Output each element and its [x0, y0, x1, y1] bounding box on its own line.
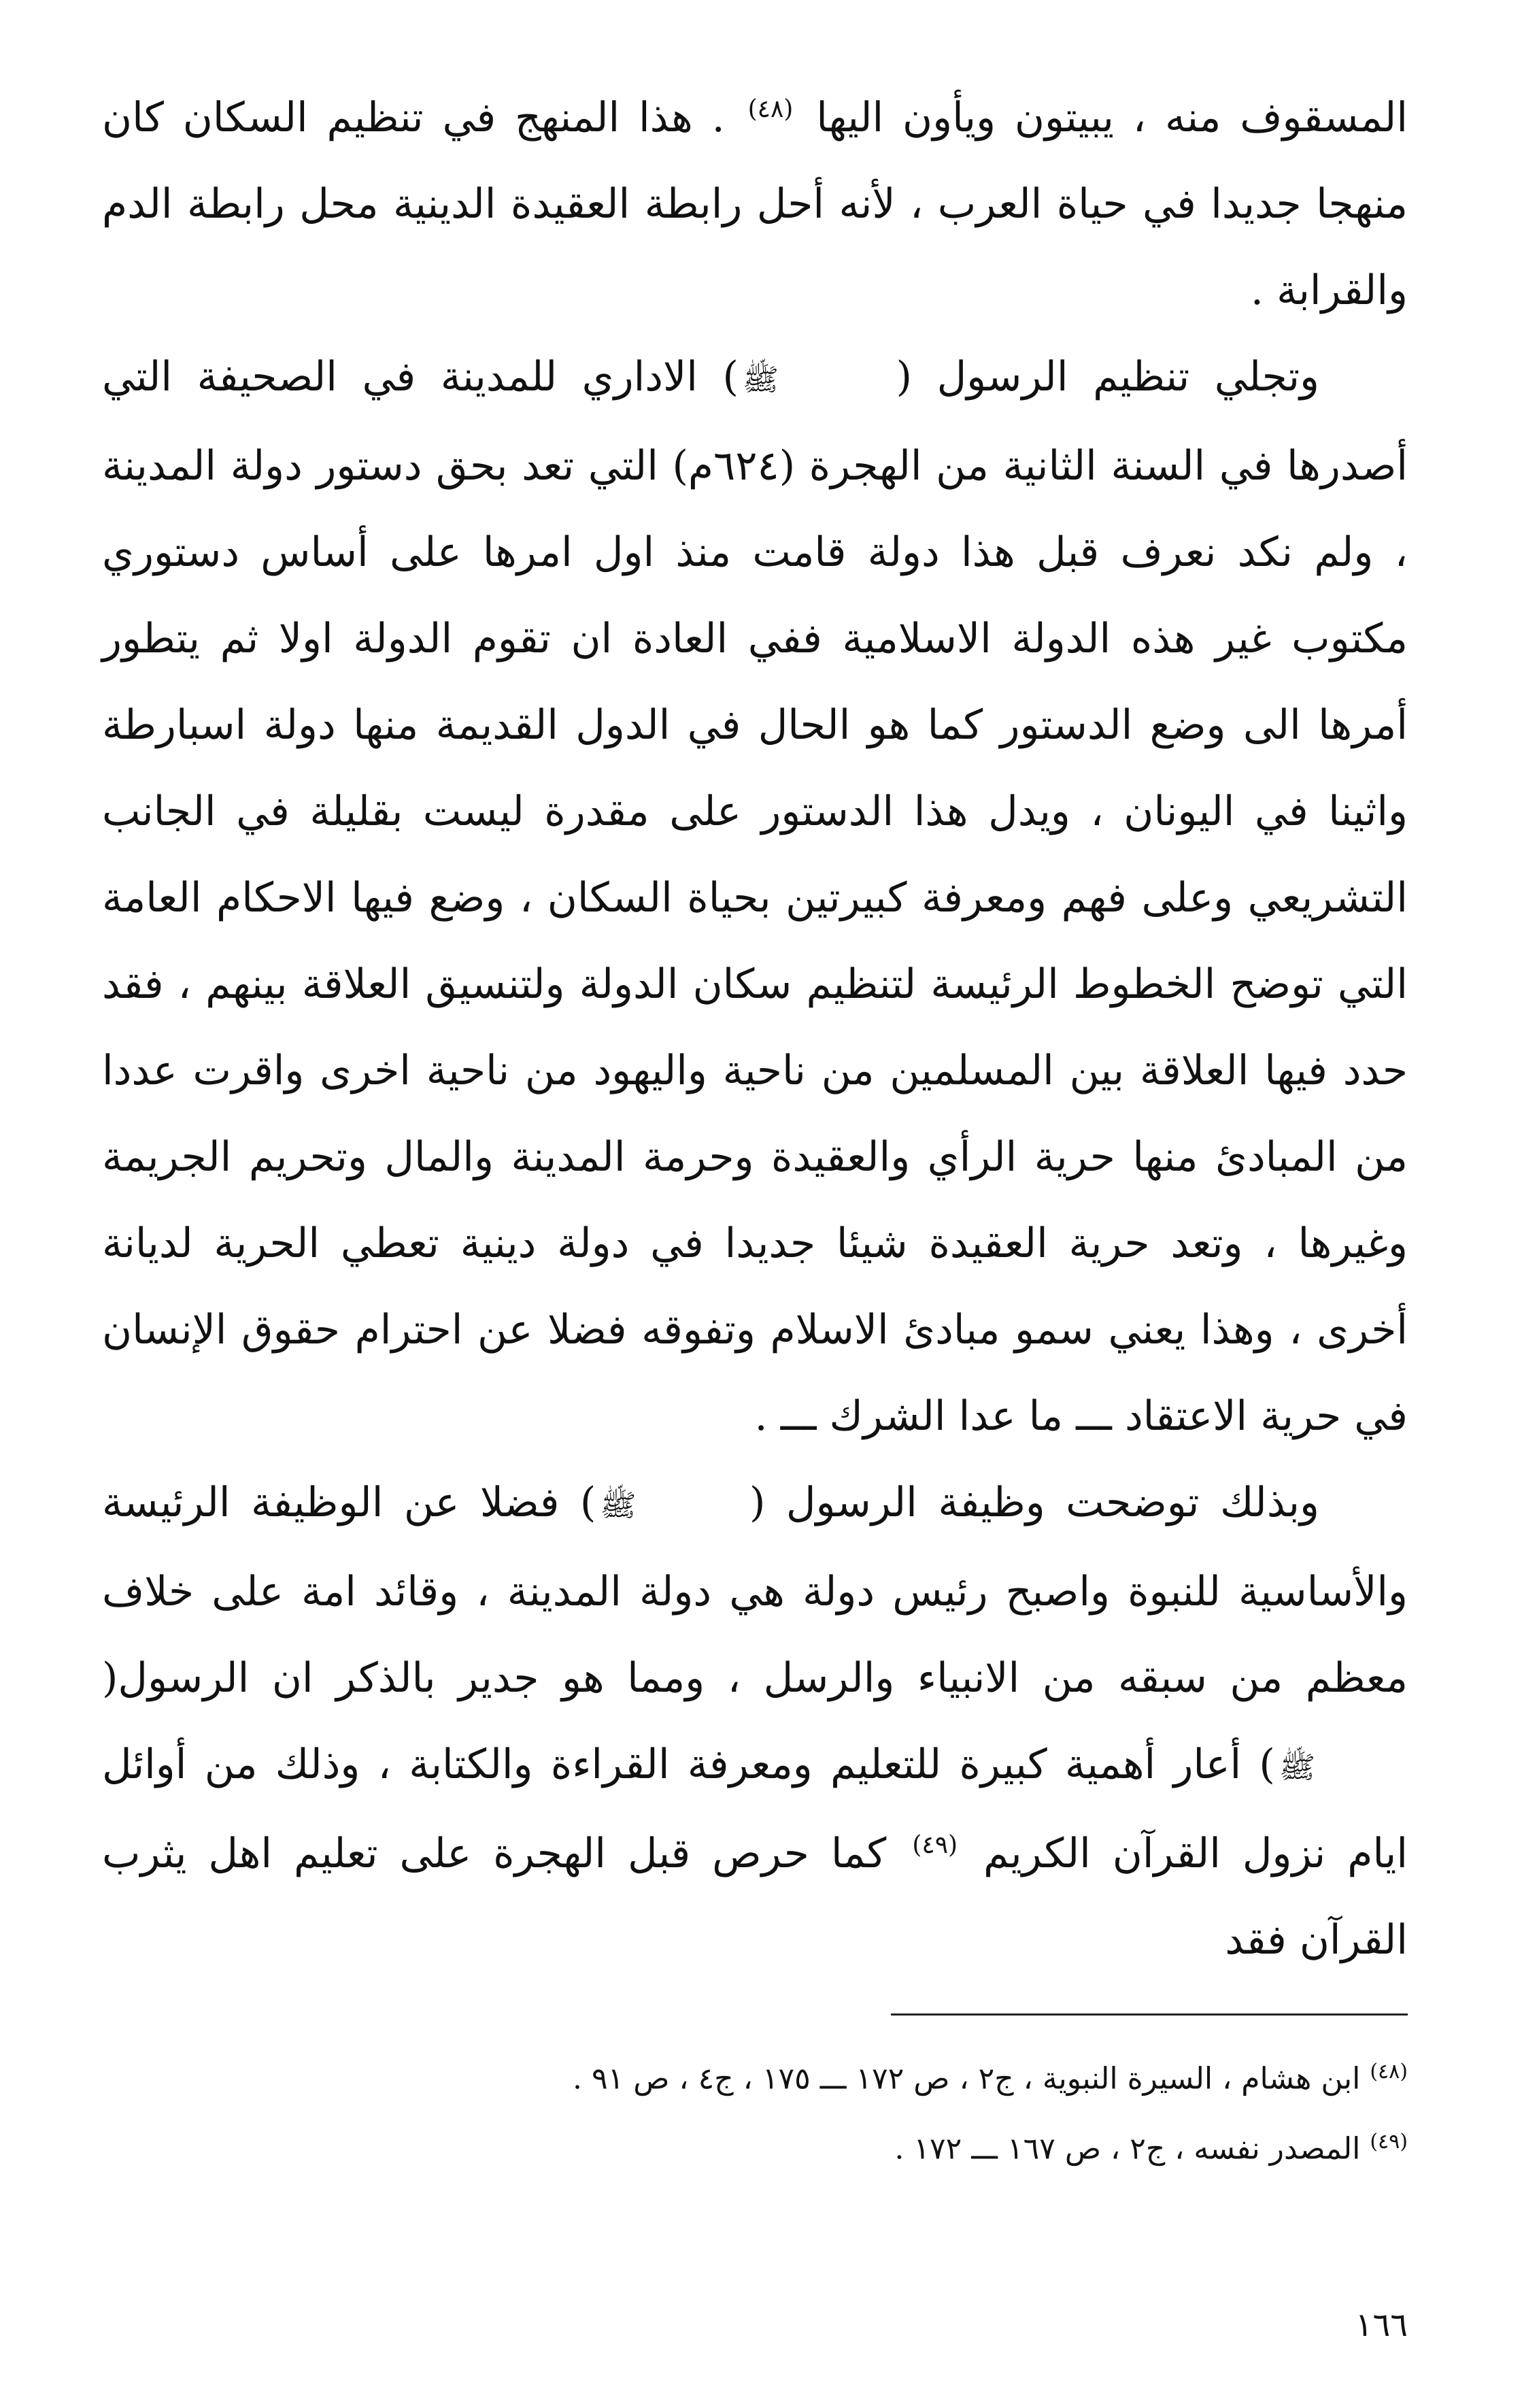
paragraph-text: كما حرص قبل الهجرة على تعليم اهل يثرب القرآن فقد: [102, 1829, 1408, 1964]
footnote: [102, 2041, 1408, 2111]
paragraph-text: وبذلك توضحت وظيفة الرسول (: [749, 1478, 1319, 1526]
paragraph-text: وتجلي تنظيم الرسول (: [896, 353, 1319, 401]
paragraph-text: المسقوف منه ، يبيتون ويأون اليها: [816, 94, 1408, 141]
paragraph-text: ) أعار أهمية كبيرة للتعليم ومعرفة القراءة والكتابة ، وذلك من أوائل ايام نزول القرآن الكريم: [102, 1740, 1408, 1877]
paragraph-text: . هذا المنهج في تنظيم السكان كان منهجا جديدا في حياة العرب ، لأنه أحل رابطة العقيدة الدينية محل رابطة الدم والقرابة .: [102, 94, 1408, 314]
footnote-number: (٤٩): [1370, 2129, 1408, 2154]
paragraph-text: ) الاداري للمدينة في الصحيفة التي أصدرها في السنة الثانية من الهجرة (٦٢٤م) التي تعد بحق دستور دولة المدينة ، ولم نكد نعرف قبل هذا دولة قامت منذ اول امرها على أساس دستوري مكتوب غير هذه الدولة الاسلامية ففي العادة ان تقوم الدولة اولا ثم يتطور أمرها الى وضع الدستور كما هو الحال في الدول القديمة منها دولة اسبارطة واثينا في اليونان ، ويدل هذا الدستور على مقدرة ليست بقليلة في الجانب التشريعي وعلى فهم ومعرفة كبيرتين بحياة السكان ، وضع فيها الاحكام العامة التي توضح الخطوط الرئيسة لتنظيم سكان الدولة ولتنسيق العلاقة بينهم ، فقد حدد فيها العلاقة بين المسلمين من ناحية واليهود من ناحية اخرى واقرت عددا من المبادئ منها حرية الرأي والعقيدة وحرمة المدينة والمال وتحريم الجريمة وغيرها ، وتعد حرية العقيدة شيئا جديدا في دولة دينية تعطي الحرية لديانة أخرى ، وهذا يعني سمو مبادئ الاسلام وتفوقه فضلا عن احترام حقوق الإنسان في حرية الاعتقاد ـــ ما عدا الشرك ـــ .: [102, 353, 1408, 1440]
paragraph: [102, 1460, 1408, 1984]
pbuh-glyph: ﷺ: [600, 1488, 637, 1523]
footnote-text: ابن هشام ، السيرة النبوية ، ج٢ ، ص ١٧٢ ـــ ١٧٥ ، ج٤ ، ص ٩١ .: [572, 2061, 1361, 2096]
footnote-number: (٤٨): [1370, 2060, 1408, 2084]
pbuh-glyph: ﷺ: [1279, 1750, 1315, 1785]
footnote-text: المصدر نفسه ، ج٢ ، ص ١٦٧ ـــ ١٧٢ .: [894, 2131, 1361, 2167]
footnote: [102, 2111, 1408, 2181]
document-page: [102, 75, 1408, 2344]
body-text: [102, 75, 1408, 1984]
page-number: ١٦٦: [1355, 2306, 1408, 2344]
footnote-separator: [891, 2013, 1408, 2016]
paragraph-text: ) فضلا عن الوظيفة الرئيسة والأساسية للنبوة واصبح رئيس دولة هي دولة المدينة ، وقائد امة على خلاف معظم من سبقه من الانبياء والرسل ، ومما هو جدير بالذكر ان الرسول(: [102, 1478, 1408, 1702]
paragraph: [102, 75, 1408, 334]
paragraph: [102, 334, 1408, 1460]
footnotes: [102, 2041, 1408, 2180]
footnote-ref: (٤٩): [912, 1830, 958, 1859]
pbuh-glyph: ﷺ: [742, 362, 779, 397]
footnote-ref: (٤٨): [747, 95, 794, 123]
